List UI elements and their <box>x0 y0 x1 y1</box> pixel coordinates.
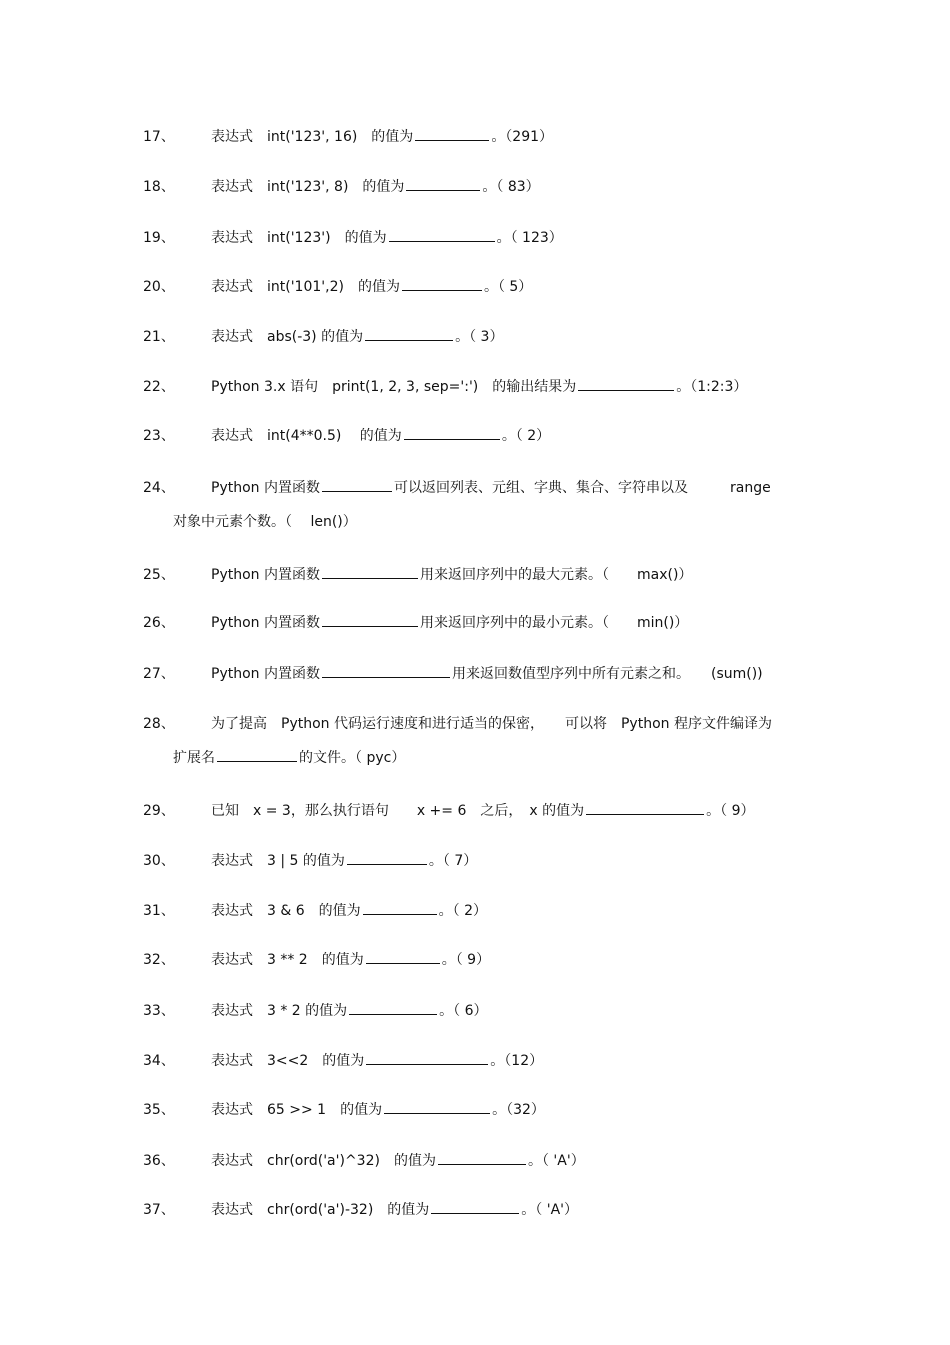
question-number: 37、 <box>143 1202 175 1218</box>
question-text: Python 内置函数 可以返回列表、元组、字典、集合、字符串以及 range <box>211 477 811 499</box>
answer-blank <box>431 1199 519 1214</box>
question-number: 19、 <box>143 230 175 246</box>
answer-blank <box>363 900 437 915</box>
answer-blank <box>349 1000 437 1015</box>
question-text: Python 内置函数 用来返回数值型序列中所有元素之和。 (sum()) <box>211 663 811 685</box>
answer-blank <box>578 376 674 391</box>
question-number: 26、 <box>143 615 175 631</box>
question-number: 18、 <box>143 179 175 195</box>
question-number: 23、 <box>143 428 175 444</box>
question-text: 表达式 int('101',2) 的值为 。（ 5） <box>211 276 811 298</box>
question-number: 20、 <box>143 279 175 295</box>
question-number: 35、 <box>143 1102 175 1118</box>
question-text-continued: 对象中元素个数。（ len()） <box>173 514 357 530</box>
question-number: 33、 <box>143 1003 175 1019</box>
answer-blank <box>366 949 440 964</box>
question-text: 为了提高 Python 代码运行速度和进行适当的保密， 可以将 Python 程序文件编译为 <box>211 716 772 732</box>
answer-blank <box>322 477 392 492</box>
question-text: 表达式 int('123', 8) 的值为 。（ 83） <box>211 176 811 198</box>
question-text: 已知 x = 3，那么执行语句 x += 6 之后， x 的值为 。（ 9） <box>211 800 811 822</box>
answer-blank <box>415 126 489 141</box>
question-number: 21、 <box>143 329 175 345</box>
answer-blank <box>347 850 427 865</box>
question-text: 表达式 3 | 5 的值为 。（ 7） <box>211 850 811 872</box>
answer-blank <box>406 176 480 191</box>
question-number: 29、 <box>143 803 175 819</box>
question-number: 36、 <box>143 1153 175 1169</box>
question-text: 表达式 int(4**0.5) 的值为 。（ 2） <box>211 425 811 447</box>
answer-blank <box>389 227 495 242</box>
question-text: 表达式 3 & 6 的值为 。（ 2） <box>211 900 811 922</box>
question-text: 表达式 3<<2 的值为 。（12） <box>211 1050 811 1072</box>
answer-blank <box>438 1150 526 1165</box>
answer-blank <box>384 1099 490 1114</box>
question-text: 表达式 int('123') 的值为 。（ 123） <box>211 227 811 249</box>
question-number: 22、 <box>143 379 175 395</box>
question-number: 27、 <box>143 666 175 682</box>
question-number: 17、 <box>143 129 175 145</box>
question-number: 28、 <box>143 716 175 732</box>
answer-blank <box>322 612 418 627</box>
answer-blank <box>322 663 450 678</box>
question-text: Python 3.x 语句 print(1, 2, 3, sep=':') 的输出结果为 。（1:2:3） <box>211 376 811 398</box>
question-text: 表达式 chr(ord('a')^32) 的值为 。（ 'A'） <box>211 1150 811 1172</box>
question-text: 表达式 3 ** 2 的值为 。（ 9） <box>211 949 811 971</box>
answer-blank <box>402 276 482 291</box>
question-number: 34、 <box>143 1053 175 1069</box>
question-text: Python 内置函数 用来返回序列中的最大元素。（ max()） <box>211 564 811 586</box>
answer-blank <box>404 425 500 440</box>
answer-blank <box>366 1050 488 1065</box>
answer-blank <box>586 800 704 815</box>
answer-blank <box>365 326 453 341</box>
question-number: 30、 <box>143 853 175 869</box>
answer-blank <box>217 747 297 762</box>
question-text: 表达式 3 * 2 的值为 。（ 6） <box>211 1000 811 1022</box>
question-number: 31、 <box>143 903 175 919</box>
question-number: 32、 <box>143 952 175 968</box>
question-text: Python 内置函数 用来返回序列中的最小元素。（ min()） <box>211 612 811 634</box>
question-number: 24、 <box>143 480 175 496</box>
question-text: 表达式 abs(-3) 的值为 。（ 3） <box>211 326 811 348</box>
question-text: 表达式 chr(ord('a')-32) 的值为 。（ 'A'） <box>211 1199 811 1221</box>
question-text: 表达式 int('123', 16) 的值为 。（291） <box>211 126 811 148</box>
question-number: 25、 <box>143 567 175 583</box>
question-text: 表达式 65 >> 1 的值为 。（32） <box>211 1099 811 1121</box>
question-text-continued: 扩展名 的文件。（ pyc） <box>173 747 405 769</box>
answer-blank <box>322 564 418 579</box>
